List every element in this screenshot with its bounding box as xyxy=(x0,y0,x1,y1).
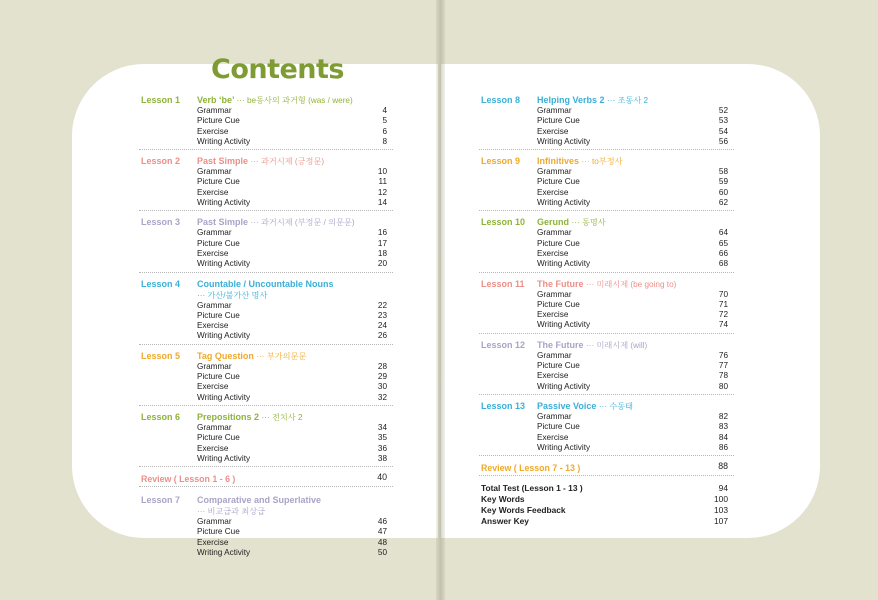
toc-entry[interactable] xyxy=(139,239,393,249)
toc-entry[interactable] xyxy=(139,249,393,259)
backmatter-label: Key Words xyxy=(481,494,525,505)
entry-label: Grammar xyxy=(197,300,232,310)
toc-entry[interactable] xyxy=(479,371,734,381)
toc-entry[interactable] xyxy=(139,106,393,116)
entry-page-number: 68 xyxy=(718,259,728,269)
entry-page-number: 22 xyxy=(377,300,387,310)
lesson-heading xyxy=(139,494,393,506)
entry-page-number: 82 xyxy=(718,411,728,421)
toc-entry[interactable] xyxy=(139,311,393,321)
toc-lesson-10[interactable] xyxy=(479,216,734,272)
toc-entry[interactable] xyxy=(479,188,734,198)
toc-entry[interactable] xyxy=(139,548,393,558)
toc-lesson-12[interactable] xyxy=(479,339,734,395)
lesson-korean-subtitle: ··· to부정사 xyxy=(581,157,623,167)
lesson-title-text: The Future xyxy=(537,339,584,350)
lesson-label: Lesson 13 xyxy=(481,400,526,411)
entry-page-number: 70 xyxy=(718,289,728,299)
backmatter-page-number: 107 xyxy=(714,516,728,527)
entry-label: Picture Cue xyxy=(537,238,580,248)
lesson-title xyxy=(537,340,647,351)
toc-entry[interactable] xyxy=(139,137,393,147)
toc-entry[interactable] xyxy=(139,259,393,269)
toc-entry[interactable] xyxy=(139,362,393,372)
toc-entry[interactable] xyxy=(479,167,734,177)
lesson-korean-subtitle: ··· 동명사 xyxy=(571,218,606,228)
toc-entry[interactable] xyxy=(479,433,734,443)
toc-entry[interactable] xyxy=(479,320,734,330)
lesson-korean-subtitle: ··· 가산/불가산 명사 xyxy=(197,290,268,300)
backmatter-item[interactable] xyxy=(479,494,734,505)
toc-lesson-9[interactable] xyxy=(479,155,734,211)
review-label: Review ( Lesson 1 - 6 ) xyxy=(141,474,236,485)
entry-page-number: 76 xyxy=(718,350,728,360)
entry-label: Writing Activity xyxy=(537,259,591,269)
entry-label: Picture Cue xyxy=(537,177,580,187)
entry-page-number: 74 xyxy=(718,320,728,330)
entry-page-number: 23 xyxy=(377,310,387,320)
entry-page-number: 72 xyxy=(718,310,728,320)
entry-label: Writing Activity xyxy=(197,548,251,558)
lesson-korean-subtitle: ··· 부가의문문 xyxy=(256,351,307,361)
toc-review-1-6[interactable] xyxy=(139,472,393,487)
entry-label: Picture Cue xyxy=(197,116,240,126)
backmatter-page-number: 103 xyxy=(714,505,728,516)
toc-entry[interactable] xyxy=(479,259,734,269)
entry-page-number: 29 xyxy=(377,372,387,382)
entry-label: Grammar xyxy=(197,361,232,371)
lesson-korean-subtitle: ··· 조동사 2 xyxy=(607,96,649,105)
lesson-korean-subtitle: ··· be동사의 과거형 (was / were) xyxy=(236,96,353,105)
toc-lesson-7[interactable] xyxy=(139,494,393,560)
lesson-heading xyxy=(479,278,734,290)
page-title: Contents xyxy=(211,54,345,85)
entry-page-number: 38 xyxy=(377,453,387,463)
entry-page-number: 6 xyxy=(382,126,387,136)
lesson-heading xyxy=(139,155,393,167)
entry-page-number: 80 xyxy=(718,381,728,391)
toc-lesson-5[interactable] xyxy=(139,350,393,406)
entry-page-number: 46 xyxy=(377,517,387,527)
review-page: 88 xyxy=(718,461,728,472)
toc-lesson-13[interactable] xyxy=(479,400,734,456)
entry-label: Grammar xyxy=(537,350,572,360)
lesson-korean-subtitle: ··· 비교급과 최상급 xyxy=(197,507,266,517)
toc-entry[interactable] xyxy=(139,321,393,331)
lesson-heading xyxy=(479,155,734,167)
lesson-korean-subtitle: ··· 과거시제 (긍정문) xyxy=(250,157,325,167)
toc-entry[interactable] xyxy=(139,372,393,382)
backmatter-page-number: 100 xyxy=(714,494,728,505)
toc-entry[interactable] xyxy=(139,433,393,443)
entry-page-number: 14 xyxy=(377,198,387,208)
toc-entry[interactable] xyxy=(139,538,393,548)
lesson-heading xyxy=(139,411,393,423)
entry-page-number: 50 xyxy=(377,548,387,558)
toc-entry[interactable] xyxy=(479,137,734,147)
entry-page-number: 78 xyxy=(718,371,728,381)
entry-label: Grammar xyxy=(537,167,572,177)
entry-label: Writing Activity xyxy=(537,442,591,452)
toc-entry[interactable] xyxy=(479,177,734,187)
lesson-korean-subtitle: ··· 미래시제 (will) xyxy=(586,340,648,350)
backmatter-item[interactable] xyxy=(479,516,734,527)
lesson-korean-subtitle: ··· 전치사 2 xyxy=(261,412,303,422)
toc-entry[interactable] xyxy=(139,167,393,177)
entry-label: Picture Cue xyxy=(197,372,240,382)
lesson-title xyxy=(537,156,623,167)
toc-entry[interactable] xyxy=(479,290,734,300)
lesson-label: Lesson 9 xyxy=(481,156,521,167)
entry-page-number: 52 xyxy=(718,106,728,115)
entry-label: Exercise xyxy=(537,187,569,197)
lesson-korean-subtitle: ··· 수동태 xyxy=(598,401,634,411)
lesson-title xyxy=(197,351,306,362)
toc-review-7-13[interactable] xyxy=(479,461,734,476)
toc-entry[interactable] xyxy=(479,116,734,126)
toc-entry[interactable] xyxy=(479,198,734,208)
toc-lesson-3[interactable] xyxy=(139,216,393,272)
entry-page-number: 65 xyxy=(718,238,728,248)
entry-page-number: 64 xyxy=(718,228,728,238)
entry-label: Grammar xyxy=(197,106,232,115)
entry-label: Writing Activity xyxy=(197,259,251,269)
entry-label: Writing Activity xyxy=(537,320,591,330)
entry-label: Picture Cue xyxy=(537,116,580,126)
entry-label: Picture Cue xyxy=(537,361,580,371)
lesson-title-text: Gerund xyxy=(537,217,570,228)
toc-entry[interactable] xyxy=(479,300,734,310)
toc-entry[interactable] xyxy=(479,412,734,422)
entry-label: Picture Cue xyxy=(197,238,240,248)
entry-page-number: 83 xyxy=(718,422,728,432)
lesson-label: Lesson 6 xyxy=(141,411,181,422)
lesson-title xyxy=(197,412,303,423)
entry-label: Writing Activity xyxy=(537,198,591,208)
entry-label: Exercise xyxy=(537,126,569,136)
toc-entry[interactable] xyxy=(139,331,393,341)
lesson-title xyxy=(537,401,633,412)
entry-label: Exercise xyxy=(537,248,569,258)
toc-lesson-11[interactable] xyxy=(479,278,734,334)
review-page: 40 xyxy=(377,472,387,483)
entry-label: Writing Activity xyxy=(537,381,591,391)
entry-page-number: 36 xyxy=(377,443,387,453)
lesson-heading xyxy=(479,339,734,351)
entry-label: Picture Cue xyxy=(197,433,240,443)
entry-page-number: 12 xyxy=(377,187,387,197)
entry-page-number: 58 xyxy=(718,167,728,177)
lesson-label: Lesson 4 xyxy=(141,278,181,289)
entry-label: Grammar xyxy=(537,411,572,421)
lesson-title-text: Passive Voice xyxy=(537,400,597,411)
toc-entry[interactable] xyxy=(139,188,393,198)
entry-label: Writing Activity xyxy=(197,331,251,341)
lesson-title-text: Prepositions 2 xyxy=(197,411,260,422)
entry-label: Picture Cue xyxy=(197,310,240,320)
backmatter-list xyxy=(479,483,734,527)
entry-label: Exercise xyxy=(197,321,229,331)
lesson-heading xyxy=(139,216,393,228)
toc-entry[interactable] xyxy=(139,116,393,126)
toc-entry[interactable] xyxy=(139,127,393,137)
backmatter-item[interactable] xyxy=(479,505,734,516)
entry-label: Grammar xyxy=(537,228,572,238)
entry-label: Exercise xyxy=(197,187,229,197)
lesson-label: Lesson 2 xyxy=(141,156,181,167)
lesson-label: Lesson 11 xyxy=(481,278,525,289)
lesson-title-text: Past Simple xyxy=(197,156,249,167)
toc-entry[interactable] xyxy=(479,249,734,259)
lesson-title-text: Past Simple xyxy=(197,217,249,228)
entry-label: Writing Activity xyxy=(197,198,251,208)
entry-label: Grammar xyxy=(537,106,572,115)
entry-page-number: 48 xyxy=(377,537,387,547)
entry-page-number: 34 xyxy=(377,422,387,432)
toc-entry[interactable] xyxy=(479,106,734,116)
entry-label: Picture Cue xyxy=(197,177,240,187)
toc-entry[interactable] xyxy=(479,443,734,453)
entry-label: Grammar xyxy=(197,422,232,432)
entry-label: Exercise xyxy=(197,248,229,258)
toc-entry[interactable] xyxy=(139,177,393,187)
lesson-title-text: The Future xyxy=(537,278,584,289)
toc-entry[interactable] xyxy=(139,444,393,454)
entry-page-number: 24 xyxy=(377,321,387,331)
lesson-korean-subtitle: ··· 과거시제 (부정문 / 의문문) xyxy=(250,218,355,228)
backmatter-label: Answer Key xyxy=(481,516,529,527)
lesson-title xyxy=(537,279,676,290)
entry-page-number: 47 xyxy=(377,527,387,537)
lesson-korean-subtitle: ··· 미래시제 (be going to) xyxy=(586,279,677,289)
backmatter-label: Key Words Feedback xyxy=(481,505,566,516)
toc-entry[interactable] xyxy=(139,228,393,238)
entry-label: Grammar xyxy=(537,289,572,299)
lesson-title xyxy=(537,95,648,106)
lesson-title xyxy=(197,495,321,505)
toc-entry[interactable] xyxy=(139,301,393,311)
toc-entry[interactable] xyxy=(139,454,393,464)
toc-entry[interactable] xyxy=(479,127,734,137)
entry-page-number: 30 xyxy=(377,382,387,392)
entry-label: Grammar xyxy=(197,228,232,238)
lesson-title-text: Helping Verbs 2 xyxy=(537,95,605,105)
toc-lesson-1[interactable] xyxy=(139,94,393,150)
entry-page-number: 35 xyxy=(377,433,387,443)
entry-label: Picture Cue xyxy=(197,527,240,537)
lesson-label: Lesson 8 xyxy=(481,95,521,105)
toc-lesson-2[interactable] xyxy=(139,155,393,211)
entry-label: Picture Cue xyxy=(537,422,580,432)
toc-left-column xyxy=(139,94,393,565)
entry-label: Exercise xyxy=(537,310,569,320)
toc-entry[interactable] xyxy=(479,361,734,371)
toc-lesson-6[interactable] xyxy=(139,411,393,467)
entry-label: Exercise xyxy=(537,432,569,442)
lesson-label: Lesson 1 xyxy=(141,95,181,105)
entry-page-number: 28 xyxy=(377,361,387,371)
right-lesson-list xyxy=(479,94,734,456)
entry-page-number: 16 xyxy=(377,228,387,238)
lesson-heading xyxy=(139,350,393,362)
entry-page-number: 59 xyxy=(718,177,728,187)
lesson-title-text: Tag Question xyxy=(197,350,254,361)
entry-page-number: 66 xyxy=(718,248,728,258)
entry-page-number: 11 xyxy=(378,177,387,187)
lesson-title xyxy=(197,95,353,106)
backmatter-label: Total Test (Lesson 1 - 13 ) xyxy=(481,483,583,494)
entry-label: Exercise xyxy=(197,537,229,547)
entry-page-number: 77 xyxy=(718,361,728,371)
lesson-title xyxy=(197,217,355,228)
entry-label: Writing Activity xyxy=(197,392,251,402)
toc-lesson-8[interactable] xyxy=(479,94,734,150)
lesson-heading xyxy=(479,94,734,106)
lesson-heading xyxy=(139,278,393,290)
review-label: Review ( Lesson 7 - 13 ) xyxy=(481,463,581,474)
lesson-title xyxy=(197,279,334,289)
toc-entry[interactable] xyxy=(479,228,734,238)
lesson-title-text: Comparative and Superlative xyxy=(197,495,322,506)
entry-page-number: 17 xyxy=(377,238,387,248)
toc-entry[interactable] xyxy=(139,423,393,433)
entry-page-number: 86 xyxy=(718,442,728,452)
backmatter-item[interactable] xyxy=(479,483,734,494)
entry-page-number: 10 xyxy=(377,167,387,177)
entry-page-number: 54 xyxy=(718,126,728,136)
backmatter-page-number: 94 xyxy=(718,483,728,494)
entry-label: Picture Cue xyxy=(537,299,580,309)
entry-page-number: 26 xyxy=(377,331,387,341)
entry-page-number: 5 xyxy=(382,116,387,126)
lesson-label: Lesson 7 xyxy=(141,495,181,506)
entry-page-number: 8 xyxy=(382,136,387,146)
lesson-title-text: Infinitives xyxy=(537,156,580,167)
lesson-title-text: Countable / Uncountable Nouns xyxy=(197,278,334,289)
entry-label: Exercise xyxy=(197,382,229,392)
entry-label: Writing Activity xyxy=(197,136,251,146)
toc-entry[interactable] xyxy=(479,351,734,361)
toc-entry[interactable] xyxy=(479,310,734,320)
toc-entry[interactable] xyxy=(139,198,393,208)
lesson-heading xyxy=(139,94,393,106)
toc-entry[interactable] xyxy=(139,517,393,527)
lesson-label: Lesson 5 xyxy=(141,350,181,361)
toc-entry[interactable] xyxy=(479,382,734,392)
lesson-title xyxy=(197,156,324,167)
entry-label: Exercise xyxy=(197,126,229,136)
entry-page-number: 56 xyxy=(718,136,728,146)
lesson-heading xyxy=(479,216,734,228)
entry-label: Writing Activity xyxy=(537,136,591,146)
entry-page-number: 60 xyxy=(718,187,728,197)
left-lesson-list xyxy=(139,94,393,467)
entry-page-number: 4 xyxy=(382,106,387,115)
entry-page-number: 32 xyxy=(377,392,387,402)
toc-entry[interactable] xyxy=(139,393,393,403)
lesson-title xyxy=(537,217,606,228)
toc-entry[interactable] xyxy=(139,382,393,392)
entry-page-number: 53 xyxy=(718,116,728,126)
entry-label: Writing Activity xyxy=(197,453,251,463)
lesson-title-text: Verb ‘be’ xyxy=(197,95,235,105)
lesson-label: Lesson 12 xyxy=(481,339,526,350)
entry-page-number: 71 xyxy=(718,299,728,309)
toc-entry[interactable] xyxy=(479,422,734,432)
lesson-label: Lesson 10 xyxy=(481,217,526,228)
entry-label: Exercise xyxy=(537,371,569,381)
entry-label: Exercise xyxy=(197,443,229,453)
entry-page-number: 18 xyxy=(377,248,387,258)
toc-lesson-4[interactable] xyxy=(139,278,393,345)
left-lesson-7-container xyxy=(139,494,393,560)
entry-label: Grammar xyxy=(197,167,232,177)
toc-entry[interactable] xyxy=(139,527,393,537)
lesson-label: Lesson 3 xyxy=(141,217,181,228)
book-gutter xyxy=(436,0,445,600)
entry-page-number: 84 xyxy=(718,432,728,442)
entry-page-number: 20 xyxy=(377,259,387,269)
toc-entry[interactable] xyxy=(479,239,734,249)
entry-page-number: 62 xyxy=(718,198,728,208)
lesson-heading xyxy=(479,400,734,412)
toc-right-column xyxy=(479,94,734,527)
entry-label: Grammar xyxy=(197,517,232,527)
